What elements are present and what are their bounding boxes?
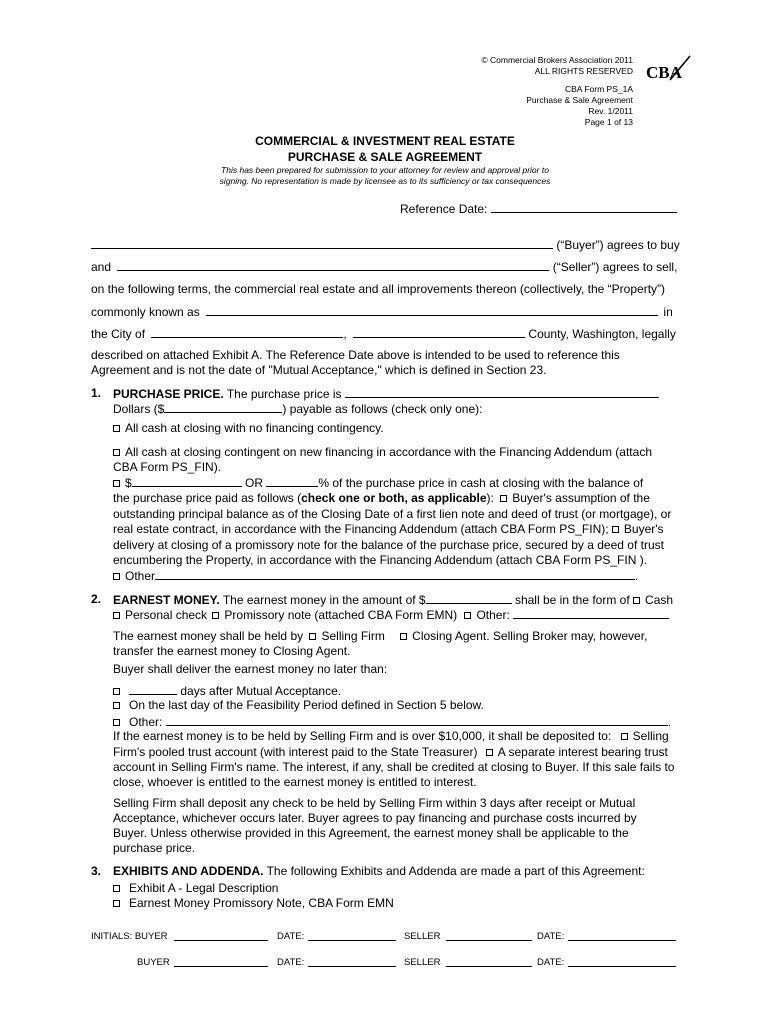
copyright-text: © Commercial Brokers Association 2011 bbox=[481, 55, 633, 65]
partial-line-5: delivery at closing of a promissory note for the balance of the purchase price, secured by a deed of trust bbox=[113, 538, 664, 552]
assumption-checkbox[interactable] bbox=[500, 495, 507, 502]
held-by-line-2: transfer the earnest money to Closing Agent. bbox=[113, 644, 351, 658]
partial-cash-amount-field[interactable] bbox=[132, 475, 242, 487]
purchase-price-row bbox=[113, 386, 659, 402]
financing-label-2: CBA Form PS_FIN). bbox=[113, 460, 222, 474]
form-name: Purchase & Sale Agreement bbox=[526, 95, 633, 105]
and-label: and bbox=[91, 260, 112, 274]
pooled-trust-checkbox[interactable] bbox=[621, 733, 628, 740]
county-field[interactable] bbox=[353, 326, 525, 338]
earnest-amount-label: The earnest money in the amount of $ bbox=[222, 593, 426, 607]
emn-row bbox=[113, 896, 394, 911]
section-2-heading: EARNEST MONEY. bbox=[113, 593, 220, 607]
earnest-other-checkbox[interactable] bbox=[464, 612, 471, 619]
selling-firm-label: Selling Firm bbox=[321, 629, 385, 643]
exhibit-a-label: Exhibit A - Legal Description bbox=[129, 881, 279, 895]
other-deadline-period: . bbox=[667, 715, 672, 729]
reference-date-row bbox=[400, 201, 677, 217]
initials-date-field-4[interactable] bbox=[568, 957, 676, 967]
initials-seller-label-1: SELLER bbox=[404, 931, 441, 942]
in-label: in bbox=[663, 305, 673, 319]
exhibit-a-row bbox=[113, 881, 278, 896]
deposit-line-1b: Selling bbox=[632, 729, 669, 743]
city-label: the City of bbox=[91, 327, 146, 341]
comma-text: , bbox=[343, 327, 347, 341]
revision: Rev. 1/2011 bbox=[588, 106, 633, 116]
form-id: CBA Form PS_1A bbox=[564, 84, 633, 94]
assumption-label: Buyer's assumption of the bbox=[512, 491, 650, 505]
initials-date-label-4: DATE: bbox=[537, 957, 565, 968]
emn-checkbox[interactable] bbox=[113, 900, 120, 907]
initials-date-field-2[interactable] bbox=[568, 931, 676, 941]
check-deposit-line-3: Buyer. Unless otherwise provided in this Agreement, the earnest money shall be applicable to the bbox=[113, 826, 629, 840]
section-1-number: 1. bbox=[91, 386, 102, 400]
described-line-1: described on attached Exhibit A. The Reference Date above is intended to be used to reference this bbox=[91, 348, 620, 362]
deposit-line-2a: Firm's pooled trust account (with interest paid to the State Treasurer) bbox=[113, 745, 478, 759]
deposit-line-3: account in Selling Firm's name. The interest, if any, shall be credited at closing to Buyer. If this sale fails to bbox=[113, 760, 675, 774]
deliver-line: Buyer shall deliver the earnest money no later than: bbox=[113, 662, 388, 676]
days-checkbox[interactable] bbox=[113, 688, 120, 695]
other-payment-period: . bbox=[635, 569, 639, 583]
partial-line-4a: real estate contract, in accordance with the Financing Addendum (attach CBA Form PS_FIN); bbox=[113, 522, 609, 536]
seller-suffix: (“Seller”) agrees to sell, bbox=[552, 260, 678, 274]
partial-percent-label: % of the purchase price in cash at closing with the balance of bbox=[318, 476, 644, 490]
described-line-2: Agreement and is not the date of "Mutual Acceptance," which is defined in Section 23. bbox=[91, 363, 547, 377]
closing-agent-checkbox[interactable] bbox=[400, 633, 407, 640]
check-one-or-both: check one or both, as applicable bbox=[301, 491, 487, 505]
partial-line-2 bbox=[113, 491, 650, 506]
section-3-number: 3. bbox=[91, 864, 102, 878]
initials-buyer-label-2: BUYER bbox=[137, 957, 170, 968]
feasibility-label: On the last day of the Feasibility Period defined in Section 5 below. bbox=[129, 698, 484, 712]
county-label: County, Washington, legally bbox=[528, 327, 676, 341]
buyer-row bbox=[91, 237, 680, 253]
initials-buyer-field-1[interactable] bbox=[174, 931, 268, 941]
closing-agent-label: Closing Agent. Selling Broker may, however, bbox=[412, 629, 648, 643]
other-deadline-checkbox[interactable] bbox=[113, 719, 120, 726]
option-other-row bbox=[113, 568, 638, 584]
section-1-heading: PURCHASE PRICE. bbox=[113, 387, 224, 401]
deposit-line-1a: If the earnest money is to be held by Selling Firm and is over $10,000, it shall be deposited to: bbox=[113, 729, 612, 743]
earnest-other-label: Other: bbox=[476, 608, 510, 622]
city-row bbox=[91, 326, 676, 342]
promissory-note-label: Promissory note (attached CBA Form EMN) bbox=[224, 608, 458, 622]
partial-line-3: outstanding principal balance as of the Closing Date of a first lien note and deed of trust (or mortgage), or bbox=[113, 507, 672, 521]
purchase-price-words-field[interactable] bbox=[345, 386, 659, 398]
personal-check-checkbox[interactable] bbox=[113, 612, 120, 619]
personal-check-label: Personal check bbox=[125, 608, 208, 622]
option-financing-row-1 bbox=[113, 445, 652, 460]
option-all-cash-row bbox=[113, 421, 384, 436]
check-deposit-line-1: Selling Firm shall deposit any check to be held by Selling Firm within 3 days after receipt or Mutual bbox=[113, 796, 636, 810]
title-line-2: PURCHASE & SALE AGREEMENT bbox=[287, 150, 483, 164]
dollars-payable: ) payable as follows (check only one): bbox=[282, 402, 483, 416]
section-2-number: 2. bbox=[91, 592, 102, 606]
property-address-field[interactable] bbox=[206, 304, 658, 316]
title-line-1: COMMERCIAL & INVESTMENT REAL ESTATE bbox=[255, 134, 515, 148]
earnest-amount-field[interactable] bbox=[426, 592, 512, 604]
partial-or-label: OR bbox=[245, 476, 264, 490]
promissory-note-checkbox[interactable] bbox=[212, 612, 219, 619]
feasibility-row bbox=[113, 698, 484, 713]
subtitle-line-2: signing. No representation is made by licensee as to its sufficiency or tax consequences bbox=[219, 176, 551, 186]
partial-cash-checkbox[interactable] bbox=[113, 480, 120, 487]
partial-line-2c: ): bbox=[486, 491, 494, 505]
all-cash-checkbox[interactable] bbox=[113, 425, 120, 432]
cash-label: Cash bbox=[645, 593, 674, 607]
initials-seller-field-2[interactable] bbox=[446, 957, 532, 967]
initials-date-field-3[interactable] bbox=[308, 957, 396, 967]
partial-line-4 bbox=[113, 522, 664, 537]
financing-checkbox[interactable] bbox=[113, 449, 120, 456]
partial-line-2a: the purchase price paid as follows ( bbox=[113, 491, 302, 505]
buyer-name-field[interactable] bbox=[91, 237, 553, 249]
dollars-label: Dollars ($ bbox=[113, 402, 165, 416]
initials-date-label-2: DATE: bbox=[537, 931, 565, 942]
promissory-delivery-checkbox[interactable] bbox=[612, 526, 619, 533]
commonly-known-row bbox=[91, 304, 673, 320]
initials-buyer-label: INITIALS: BUYER bbox=[91, 931, 168, 942]
deposit-line-4: close, whoever is entitled to the earnest money is entitled to interest. bbox=[113, 775, 477, 789]
reference-date-label: Reference Date: bbox=[400, 202, 488, 216]
initials-date-label-1: DATE: bbox=[277, 931, 305, 942]
initials-date-field-1[interactable] bbox=[308, 931, 396, 941]
cash-checkbox[interactable] bbox=[633, 597, 640, 604]
initials-seller-label-2: SELLER bbox=[404, 957, 441, 968]
deposit-line-2 bbox=[113, 745, 668, 760]
other-deadline-label: Other: bbox=[129, 715, 163, 729]
all-cash-label: All cash at closing with no financing contingency. bbox=[125, 421, 384, 435]
subtitle-line-1: This has been prepared for submission to your attorney for review and approval prior to bbox=[221, 165, 549, 175]
earnest-form-row-2 bbox=[113, 607, 669, 623]
earnest-money-row bbox=[113, 592, 673, 608]
days-row bbox=[113, 683, 341, 699]
reference-date-field[interactable] bbox=[491, 201, 677, 213]
emn-label: Earnest Money Promissory Note, CBA Form EMN bbox=[129, 896, 394, 910]
partial-percent-field[interactable] bbox=[266, 475, 318, 487]
other-deadline-field[interactable] bbox=[166, 714, 668, 726]
option-partial-row bbox=[113, 475, 643, 491]
page-number: Page 1 of 13 bbox=[584, 117, 633, 127]
exhibit-a-checkbox[interactable] bbox=[113, 885, 120, 892]
deposit-line-1 bbox=[113, 729, 669, 744]
other-payment-label: Other bbox=[125, 569, 156, 583]
days-field[interactable] bbox=[129, 683, 177, 695]
purchase-price-lead: The purchase price is bbox=[226, 387, 342, 401]
other-payment-field[interactable] bbox=[155, 568, 635, 580]
deposit-line-2b: A separate interest bearing trust bbox=[497, 745, 668, 759]
earnest-other-field[interactable] bbox=[513, 607, 669, 619]
dollars-row bbox=[113, 401, 482, 417]
purchase-price-amount-field[interactable] bbox=[164, 401, 282, 413]
initials-date-label-3: DATE: bbox=[277, 957, 305, 968]
initials-seller-field-1[interactable] bbox=[446, 931, 532, 941]
partial-line-4b: Buyer's bbox=[623, 522, 664, 536]
partial-line-6: encumbering the Property, in accordance with the Financing Addendum (attach CBA Form PS_FIN ). bbox=[113, 553, 648, 567]
commonly-known-label: commonly known as bbox=[91, 305, 200, 319]
financing-label-1: All cash at closing contingent on new financing in accordance with the Financing Addendum (attach bbox=[125, 445, 652, 459]
feasibility-checkbox[interactable] bbox=[113, 702, 120, 709]
seller-name-field[interactable] bbox=[117, 259, 549, 271]
days-label: days after Mutual Acceptance. bbox=[180, 684, 342, 698]
cba-logo-text: CBA bbox=[646, 63, 682, 82]
seller-row bbox=[91, 259, 677, 275]
exhibits-row bbox=[113, 864, 645, 879]
earnest-form-label: shall be in the form of bbox=[514, 593, 630, 607]
held-by-label: The earnest money shall be held by bbox=[113, 629, 304, 643]
terms-line: on the following terms, the commercial real estate and all improvements thereon (collectively, the “Property”) bbox=[91, 282, 666, 296]
rights-text: ALL RIGHTS RESERVED bbox=[534, 66, 633, 76]
check-deposit-line-2: Acceptance, whichever occurs later. Buyer agrees to pay financing and purchase costs incurred by bbox=[113, 811, 637, 825]
other-deadline-row bbox=[113, 714, 671, 730]
exhibits-lead: The following Exhibits and Addenda are made a part of this Agreement: bbox=[266, 864, 645, 878]
cba-logo bbox=[644, 54, 692, 84]
held-by-row bbox=[113, 629, 647, 644]
city-field[interactable] bbox=[151, 326, 343, 338]
initials-buyer-field-2[interactable] bbox=[174, 957, 268, 967]
separate-trust-checkbox[interactable] bbox=[486, 749, 493, 756]
other-payment-checkbox[interactable] bbox=[113, 573, 120, 580]
partial-dollar-sign: $ bbox=[125, 476, 132, 490]
check-deposit-line-4: purchase price. bbox=[113, 841, 196, 855]
selling-firm-checkbox[interactable] bbox=[309, 633, 316, 640]
buyer-suffix: (“Buyer”) agrees to buy bbox=[556, 238, 680, 252]
section-3-heading: EXHIBITS AND ADDENDA. bbox=[113, 864, 264, 878]
